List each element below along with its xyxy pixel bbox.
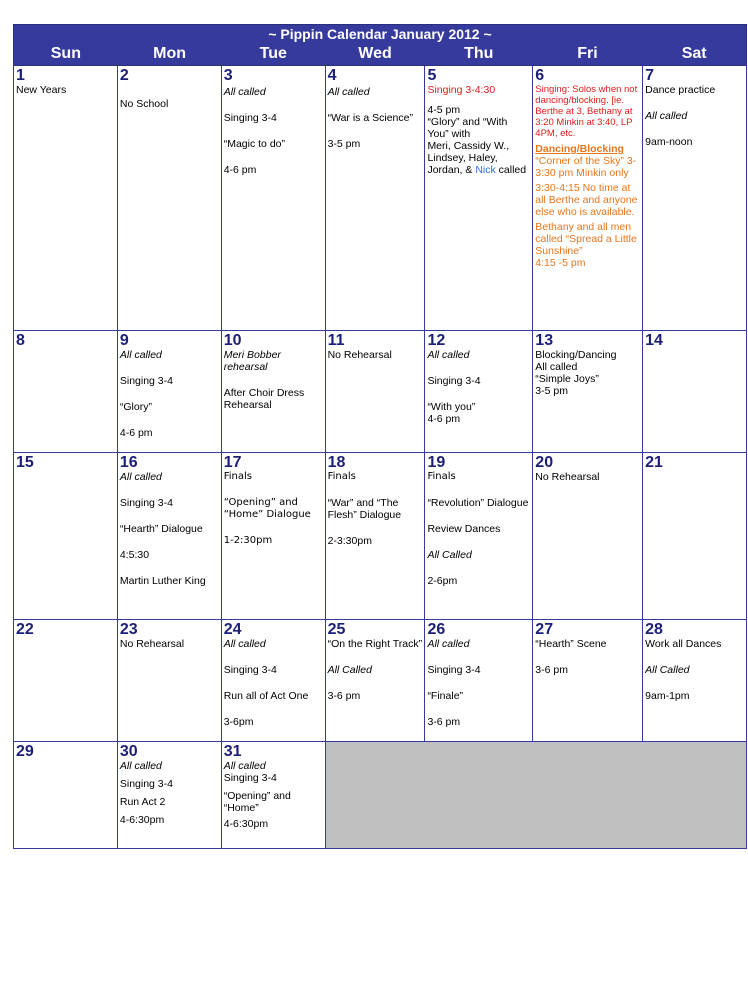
event-text: Singing 3-4: [427, 375, 481, 387]
event-text: 9am-1pm: [645, 690, 690, 702]
day-number: 28: [645, 621, 663, 638]
week-1: [13, 66, 747, 331]
day-number: 27: [535, 621, 554, 638]
event-text: “Glory” and “With You” with: [427, 116, 508, 140]
day-cell: [222, 742, 326, 849]
event-text: All called: [223, 760, 266, 772]
event-text: 2-6pm: [427, 575, 458, 587]
day-cell: [533, 620, 643, 742]
week-5: [13, 742, 747, 849]
day-cell: [222, 66, 326, 331]
event-text: Singing 3-4: [119, 375, 173, 387]
event-text: Run all of Act One: [223, 690, 309, 702]
day-cell: [533, 331, 643, 453]
event-text: No Rehearsal: [119, 638, 185, 650]
day-number: 25: [327, 621, 346, 638]
event-text: 3-6 pm: [327, 690, 361, 702]
day-number: 9: [119, 332, 129, 349]
calendar-header: [13, 24, 747, 66]
day-cell: [14, 453, 118, 620]
event-text: Finals: [427, 471, 456, 482]
day-cell: [643, 453, 747, 620]
event-text: Dancing/Blocking: [535, 143, 624, 155]
event-text: 3-5 pm: [535, 385, 568, 397]
event-text: Meri Bobber rehearsal: [223, 349, 281, 373]
event-text: “Simple Joys”: [535, 373, 599, 385]
event-text: All called: [327, 86, 370, 98]
event-text: All called: [119, 760, 162, 772]
event-text: “Opening” and “Home”: [223, 790, 291, 814]
event-text: All called: [223, 86, 266, 98]
day-cell: [118, 453, 222, 620]
event-text: Singing: Solos when not dancing/blocking. [ie. Berthe at 3, Bethany at 3:20 Minkin at 3:40, LP 4PM, etc.: [535, 84, 638, 139]
week-3: [13, 453, 747, 620]
day-number: 26: [427, 621, 446, 638]
day-cell: [326, 620, 426, 742]
event-text: No Rehearsal: [535, 471, 600, 483]
day-number: 12: [427, 332, 446, 349]
event-text: All called: [223, 638, 266, 650]
event-text: “War is a Science”: [327, 112, 413, 124]
event-text: 2-3:30pm: [327, 535, 372, 547]
day-number: 3: [223, 67, 233, 84]
day-number: 31: [223, 743, 242, 760]
day-number: 20: [535, 454, 554, 471]
day-number: 19: [427, 454, 446, 471]
event-text: “On the Right Track”: [327, 638, 423, 650]
day-number: 13: [535, 332, 554, 349]
event-text: All called: [427, 349, 470, 361]
event-text: “Corner of the Sky” 3-3:30 pm Minkin only: [535, 155, 637, 179]
day-number: 15: [16, 454, 34, 471]
day-number: 10: [223, 332, 242, 349]
day-number: 23: [119, 621, 138, 638]
event-text: 3-6 pm: [427, 716, 461, 728]
event-text: “Magic to do”: [223, 138, 285, 150]
day-number: 8: [16, 332, 25, 349]
event-text: “War” and “The Flesh” Dialogue: [327, 497, 402, 521]
event-text: 4-6:30pm: [119, 814, 165, 826]
event-text: “Glory”: [119, 401, 152, 413]
event-text: “Hearth” Scene: [535, 638, 607, 650]
day-cell: [118, 742, 222, 849]
event-text: “Hearth” Dialogue: [119, 523, 203, 535]
event-text: 3-5 pm: [327, 138, 361, 150]
weekday-mon: Mon: [153, 45, 187, 62]
event-text: All Called: [427, 549, 472, 561]
day-number: 16: [119, 454, 138, 471]
event-text: 9am-noon: [645, 136, 693, 148]
day-cell: [222, 453, 326, 620]
day-number: 11: [327, 332, 345, 349]
day-number: 29: [16, 743, 34, 760]
day-number: 24: [223, 621, 242, 638]
day-cell: [643, 66, 747, 331]
event-text: All called: [427, 638, 470, 650]
event-text: Work all Dances: [645, 638, 722, 650]
event-text: Singing 3-4:30: [427, 84, 496, 96]
day-number: 5: [427, 67, 437, 84]
event-text: 4-5 pm: [427, 104, 461, 116]
event-text: Bethany and all men called “Spread a Little Sunshine”: [535, 221, 637, 257]
event-text: 4-6 pm: [427, 413, 461, 425]
event-text: Martin Luther King: [119, 575, 206, 587]
day-cell: [14, 331, 118, 453]
day-cell: [643, 331, 747, 453]
day-cell: [118, 620, 222, 742]
event-text: Singing 3-4: [119, 778, 173, 790]
event-text: 4-6 pm: [223, 164, 257, 176]
day-cell: [326, 331, 426, 453]
day-number: 4: [327, 67, 337, 84]
day-cell: [533, 66, 643, 331]
event-text: New Years: [16, 84, 67, 96]
event-text: 4:15 -5 pm: [535, 257, 586, 269]
day-number: 2: [119, 67, 129, 84]
day-cell: [425, 66, 533, 331]
event-text: 4:5:30: [119, 549, 150, 561]
event-text: “With you”: [427, 401, 476, 413]
empty-days-block: [326, 742, 747, 849]
event-text: Singing 3-4: [223, 772, 277, 784]
day-cell: [326, 453, 426, 620]
day-cell: [326, 66, 426, 331]
event-text: All called: [119, 471, 162, 483]
day-cell: [222, 620, 326, 742]
weekday-sun: Sun: [50, 45, 81, 62]
day-number: 17: [223, 454, 242, 471]
event-text: Dance practice: [645, 84, 716, 96]
week-2: [13, 331, 747, 453]
event-text: Run Act 2: [119, 796, 166, 808]
day-number: 14: [645, 332, 663, 349]
day-number: 1: [16, 67, 25, 84]
event-text: “Revolution” Dialogue: [427, 497, 529, 509]
weekday-row: [14, 44, 746, 65]
calendar: [13, 24, 747, 849]
day-cell: [643, 620, 747, 742]
event-text: 4-6 pm: [119, 427, 153, 439]
event-text: Singing 3-4: [119, 497, 173, 509]
weekday-thu: Thu: [464, 45, 494, 62]
weekday-sat: Sat: [681, 45, 707, 62]
weekday-fri: Fri: [577, 45, 598, 62]
day-cell: [14, 620, 118, 742]
event-text: All Called: [645, 664, 690, 676]
day-number: 6: [535, 67, 545, 84]
event-text: “Opening” and “Home” Dialogue: [223, 497, 311, 520]
event-text: “Finale”: [427, 690, 464, 702]
day-number: 18: [327, 454, 346, 471]
day-cell: [425, 620, 533, 742]
event-text: All called: [645, 110, 688, 122]
day-cell: [425, 331, 533, 453]
day-number: 21: [645, 454, 663, 471]
weekday-wed: Wed: [358, 45, 392, 62]
event-text: 3:30-4:15 No time at all Berthe and anyone else who is available.: [535, 182, 638, 218]
event-text: 3-6 pm: [535, 664, 568, 676]
event-text: All called: [535, 361, 578, 373]
day-cell: [533, 453, 643, 620]
event-text: Singing 3-4: [223, 112, 277, 124]
event-text: Singing 3-4: [427, 664, 481, 676]
event-text: 4-6:30pm: [223, 818, 269, 830]
event-text: 1-2:30pm: [223, 535, 273, 546]
event-text: Review Dances: [427, 523, 501, 535]
event-text: Blocking/Dancing: [535, 349, 617, 361]
event-text: Singing 3-4: [223, 664, 277, 676]
weekday-tue: Tue: [259, 45, 287, 62]
event-text: All Called: [327, 664, 372, 676]
calendar-grid: [13, 66, 747, 849]
day-cell: [118, 66, 222, 331]
day-number: 30: [119, 743, 138, 760]
week-4: [13, 620, 747, 742]
day-cell: [118, 331, 222, 453]
event-text: Finals: [223, 471, 252, 482]
day-number: 22: [16, 621, 34, 638]
day-cell: [14, 742, 118, 849]
day-cell: [425, 453, 533, 620]
calendar-title: ~ Pippin Calendar January 2012 ~: [268, 26, 492, 42]
event-text: Meri, Cassidy W., Lindsey, Haley, Jordan, & Nick called: [427, 140, 527, 176]
event-text: No Rehearsal: [327, 349, 392, 361]
event-text: No School: [119, 98, 169, 110]
event-text: After Choir Dress Rehearsal: [223, 387, 305, 411]
day-cell: [14, 66, 118, 331]
event-text: All called: [119, 349, 162, 361]
event-text: 3-6pm: [223, 716, 254, 728]
day-number: 7: [645, 67, 655, 84]
day-cell: [222, 331, 326, 453]
event-text: Finals: [327, 471, 356, 482]
